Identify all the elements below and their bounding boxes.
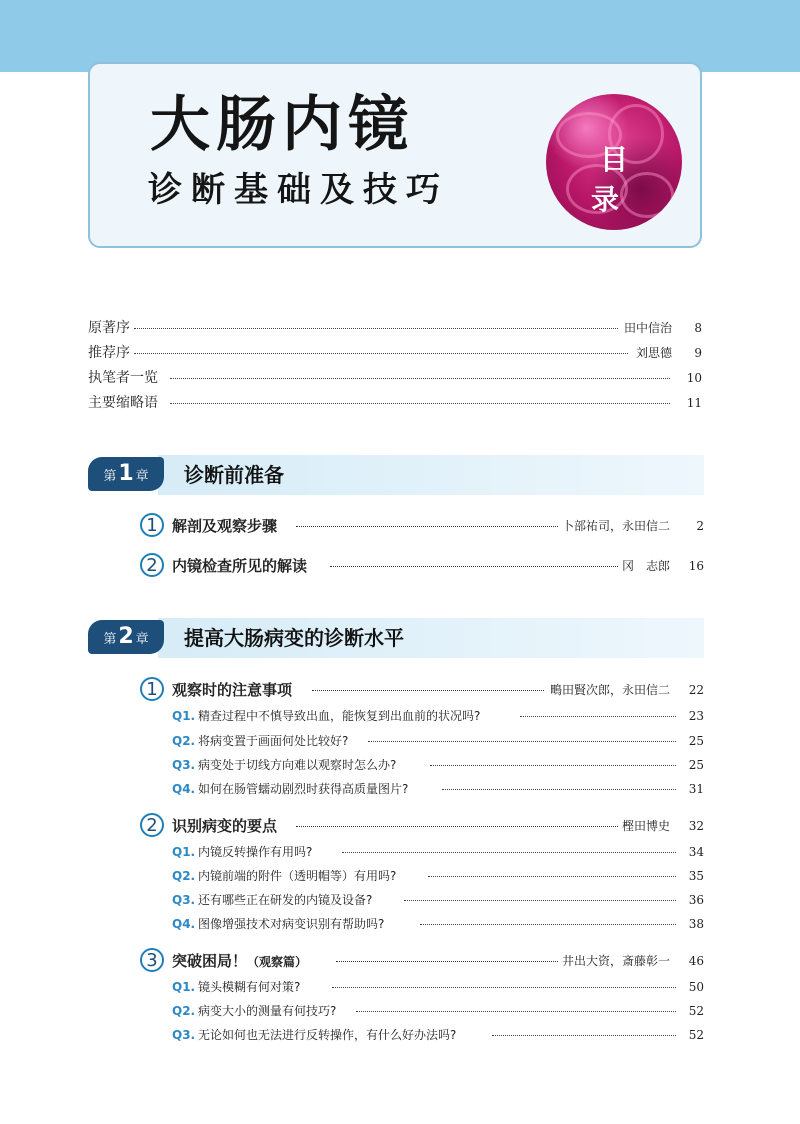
page-number: 23 [688, 709, 704, 723]
question-text: 还有哪些正在研发的内镜及设备? [198, 893, 373, 907]
question-row[interactable] [172, 755, 704, 775]
chapter-2-header[interactable] [88, 618, 704, 658]
chapter-number: 2 [118, 624, 134, 649]
page-number: 25 [688, 734, 704, 748]
question-row[interactable] [172, 779, 704, 799]
leader-dots [368, 741, 676, 742]
leader-dots [296, 826, 618, 827]
question-row[interactable] [172, 842, 704, 862]
leader-dots [442, 789, 676, 790]
section-row[interactable] [140, 553, 704, 581]
leader-dots [296, 526, 558, 527]
page-number: 52 [688, 1028, 704, 1042]
question-row[interactable] [172, 706, 704, 726]
question-number: Q2. [172, 1004, 196, 1018]
page-number: 36 [688, 893, 704, 907]
leader-dots [134, 353, 628, 354]
section-number-circle: 1 [140, 677, 164, 701]
question-text: 无论如何也无法进行反转操作，有什么好办法吗? [198, 1028, 457, 1042]
leader-dots [404, 900, 676, 901]
section-title-main: 突破困局！ [172, 952, 248, 970]
toc-label: 目 录 [590, 143, 646, 216]
chapter-1-header[interactable] [88, 455, 704, 495]
page-number: 8 [694, 321, 702, 335]
chapter-badge-suffix: 章 [135, 632, 149, 647]
page-number: 52 [688, 1004, 704, 1018]
question-text: 病变大小的测量有何技巧? [198, 1004, 337, 1018]
question-number: Q1. [172, 980, 196, 994]
front-matter-label: 原著序 [88, 320, 130, 336]
page-number: 16 [688, 559, 704, 573]
page-number: 25 [688, 758, 704, 772]
section-title: 观察时的注意事项 [172, 681, 293, 699]
section-title: 解剖及观察步骤 [172, 517, 278, 535]
page-number: 35 [688, 869, 704, 883]
page-number: 34 [688, 845, 704, 859]
leader-dots [428, 876, 676, 877]
front-matter-label: 主要缩略语 [88, 395, 158, 411]
question-row[interactable] [172, 914, 704, 934]
section-author: 鴫田賢次郎，永田信二 [549, 683, 670, 697]
section-author: 井出大资，斎藤彰一 [561, 954, 670, 968]
chapter-badge-suffix: 章 [135, 469, 149, 484]
section-title-suffix: （观察篇） [247, 955, 308, 969]
mucosa-image [546, 94, 682, 230]
leader-dots [332, 987, 676, 988]
page-number: 50 [688, 980, 704, 994]
section-number-circle: 2 [140, 553, 164, 577]
page-number: 22 [688, 683, 704, 697]
question-row[interactable] [172, 866, 704, 886]
question-row[interactable] [172, 731, 704, 751]
front-matter-row[interactable] [88, 318, 708, 338]
leader-dots [170, 378, 670, 379]
section-title [172, 950, 307, 973]
question-number: Q1. [172, 709, 196, 723]
page-number: 32 [688, 819, 704, 833]
question-row[interactable] [172, 890, 704, 910]
front-matter-row[interactable] [88, 368, 708, 388]
question-number: Q2. [172, 734, 196, 748]
page-number: 38 [688, 917, 704, 931]
chapter-badge-prefix: 第 [103, 469, 117, 484]
question-number: Q4. [172, 917, 196, 931]
page-number: 11 [686, 396, 702, 410]
chapter-badge-prefix: 第 [103, 632, 117, 647]
page-number: 46 [688, 954, 704, 968]
question-row[interactable] [172, 1025, 704, 1045]
page-number: 2 [696, 519, 704, 533]
page-number: 9 [694, 346, 702, 360]
section-author: 冈 志郎 [621, 559, 670, 573]
front-matter-label: 执笔者一览 [88, 370, 158, 386]
question-text: 图像增强技术对病变识别有帮助吗? [198, 917, 385, 931]
front-matter-row[interactable] [88, 343, 708, 363]
section-number-circle: 2 [140, 813, 164, 837]
title-panel [88, 62, 702, 248]
leader-dots [342, 852, 676, 853]
question-row[interactable] [172, 977, 704, 997]
question-text: 将病变置于画面何处比较好? [198, 734, 349, 748]
leader-dots [170, 403, 670, 404]
section-author: 卜部祐司，永田信二 [561, 519, 670, 533]
leader-dots [430, 765, 676, 766]
question-text: 镜头模糊有何对策? [198, 980, 301, 994]
front-matter-author: 刘思德 [635, 346, 672, 360]
question-text: 如何在肠管蠕动剧烈时获得高质量图片? [198, 782, 409, 796]
chapter-badge [88, 457, 164, 491]
question-row[interactable] [172, 1001, 704, 1021]
front-matter-label: 推荐序 [88, 345, 130, 361]
leader-dots [330, 566, 618, 567]
leader-dots [420, 924, 676, 925]
section-title: 内镜检查所见的解读 [172, 557, 308, 575]
question-text: 精查过程中不慎导致出血，能恢复到出血前的状况吗? [198, 709, 481, 723]
section-author: 樫田博史 [621, 819, 670, 833]
question-text: 内镜前端的附件（透明帽等）有用吗? [198, 869, 397, 883]
page-number: 10 [686, 371, 702, 385]
chapter-number: 1 [118, 461, 134, 486]
section-row[interactable] [140, 677, 704, 705]
front-matter-row[interactable] [88, 393, 708, 413]
leader-dots [134, 328, 618, 329]
leader-dots [492, 1035, 676, 1036]
section-row[interactable] [140, 813, 704, 841]
leader-dots [356, 1011, 676, 1012]
question-number: Q2. [172, 869, 196, 883]
section-row[interactable] [140, 513, 704, 541]
question-text: 病变处于切线方向难以观察时怎么办? [198, 758, 397, 772]
book-title: 大肠内镜 [150, 90, 414, 160]
question-number: Q3. [172, 893, 196, 907]
section-title: 识别病变的要点 [172, 817, 278, 835]
book-subtitle: 诊断基础及技巧 [148, 170, 449, 210]
question-number: Q4. [172, 782, 196, 796]
chapter-badge [88, 620, 164, 654]
leader-dots [336, 961, 558, 962]
question-number: Q3. [172, 758, 196, 772]
chapter-title: 诊断前准备 [184, 463, 284, 487]
section-number-circle: 3 [140, 948, 164, 972]
front-matter-author: 田中信治 [623, 321, 672, 335]
leader-dots [312, 690, 544, 691]
leader-dots [520, 716, 676, 717]
question-number: Q3. [172, 1028, 196, 1042]
chapter-title: 提高大肠病变的诊断水平 [184, 626, 404, 650]
section-row[interactable] [140, 948, 704, 976]
section-number-circle: 1 [140, 513, 164, 537]
question-text: 内镜反转操作有用吗? [198, 845, 313, 859]
question-number: Q1. [172, 845, 196, 859]
page-number: 31 [688, 782, 704, 796]
